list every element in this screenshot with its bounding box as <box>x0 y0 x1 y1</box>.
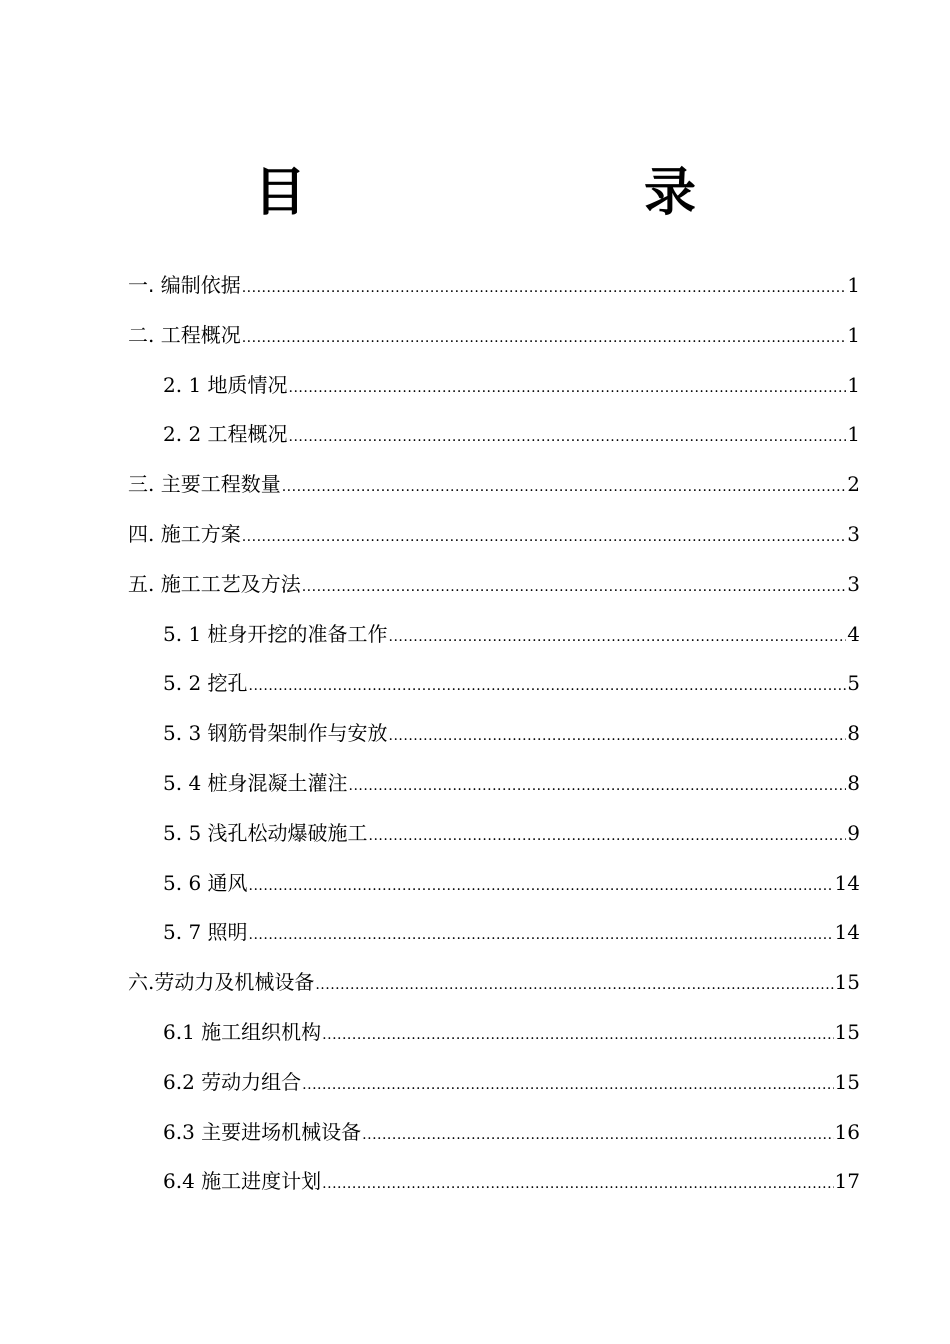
toc-dot-leader <box>322 1160 833 1210</box>
toc-dot-leader <box>242 264 847 314</box>
toc-page-number: 1 <box>847 322 860 347</box>
toc-page-number: 1 <box>847 422 860 447</box>
toc-entry[interactable] <box>128 659 860 709</box>
toc-page-number: 16 <box>834 1119 860 1144</box>
toc-page-number: 14 <box>834 920 860 945</box>
toc-entry-text: 5. 3 钢筋骨架制作与安放 <box>163 721 388 746</box>
toc-page-number: 1 <box>847 372 860 397</box>
toc-page-number: 14 <box>834 870 860 895</box>
toc-entry[interactable] <box>128 1157 860 1207</box>
toc-dot-leader <box>315 961 833 1011</box>
toc-dot-leader <box>282 463 847 513</box>
toc-entry-text: 四. 施工方案 <box>128 521 241 546</box>
toc-entry[interactable] <box>128 311 860 361</box>
toc-entry-text: 2. 2 工程概况 <box>163 422 288 447</box>
toc-dot-leader <box>322 1011 833 1061</box>
toc-entry-text: 5. 7 照明 <box>163 920 248 945</box>
toc-page-number: 15 <box>834 1069 860 1094</box>
toc-page-number: 4 <box>847 621 860 646</box>
toc-entry-text: 5. 5 浅孔松动爆破施工 <box>163 820 368 845</box>
toc-entry-text: 6.4 施工进度计划 <box>163 1169 322 1194</box>
toc-dot-leader <box>369 812 847 862</box>
toc-dot-leader <box>349 762 847 812</box>
toc-entry[interactable] <box>128 410 860 460</box>
toc-entry-text: 6.2 劳动力组合 <box>163 1069 302 1094</box>
toc-page-number: 5 <box>847 671 860 696</box>
toc-dot-leader <box>242 513 847 563</box>
toc-title: 目 录 <box>253 163 774 223</box>
toc-page-number: 8 <box>847 721 860 746</box>
toc-entry[interactable] <box>128 1008 860 1058</box>
toc-dot-leader <box>289 413 847 463</box>
toc-dot-leader <box>249 862 834 912</box>
toc-dot-leader <box>389 613 847 663</box>
toc-page-number: 2 <box>847 472 860 497</box>
toc-entry-text: 三. 主要工程数量 <box>128 472 281 497</box>
toc-entry[interactable] <box>128 560 860 610</box>
toc-entry-text: 5. 1 桩身开挖的准备工作 <box>163 621 388 646</box>
toc-page-number: 15 <box>834 1019 860 1044</box>
toc-entry[interactable] <box>128 261 860 311</box>
toc-page-number: 15 <box>834 970 860 995</box>
toc-entry-text: 6.1 施工组织机构 <box>163 1019 322 1044</box>
toc-page-number: 9 <box>847 820 860 845</box>
toc-entry[interactable] <box>128 809 860 859</box>
toc-entry-text: 五. 施工工艺及方法 <box>128 571 301 596</box>
toc-entry[interactable] <box>128 859 860 909</box>
toc-dot-leader <box>249 911 834 961</box>
toc-dot-leader <box>302 563 847 613</box>
toc-entry-text: 二. 工程概况 <box>128 322 241 347</box>
toc-dot-leader <box>249 662 847 712</box>
toc-entry-text: 2. 1 地质情况 <box>163 372 288 397</box>
toc-entry-text: 一. 编制依据 <box>128 273 241 297</box>
toc-dot-leader <box>302 1061 833 1111</box>
toc-page-number: 8 <box>847 770 860 795</box>
toc-page-number: 17 <box>834 1169 860 1194</box>
toc-entry[interactable] <box>128 460 860 510</box>
toc-entry[interactable] <box>128 958 860 1008</box>
toc-entry[interactable] <box>128 361 860 411</box>
toc-dot-leader <box>389 712 847 762</box>
toc-page-number: 3 <box>847 521 860 546</box>
toc-page-number: 1 <box>847 273 860 297</box>
toc-entry[interactable] <box>128 1058 860 1108</box>
toc-entry-text: 6.3 主要进场机械设备 <box>163 1119 362 1144</box>
toc-entry[interactable] <box>128 759 860 809</box>
toc-entry[interactable] <box>128 510 860 560</box>
toc-entry-text: 六.劳动力及机械设备 <box>128 970 315 995</box>
toc-entry-text: 5. 6 通风 <box>163 870 248 895</box>
toc-dot-leader <box>362 1111 833 1161</box>
table-of-contents <box>128 261 860 1207</box>
toc-entry[interactable] <box>128 709 860 759</box>
toc-page-number: 3 <box>847 571 860 596</box>
toc-dot-leader <box>242 314 847 364</box>
toc-entry[interactable] <box>128 908 860 958</box>
toc-entry-text: 5. 2 挖孔 <box>163 671 248 696</box>
toc-entry[interactable] <box>128 1108 860 1158</box>
toc-entry[interactable] <box>128 610 860 660</box>
toc-entry-text: 5. 4 桩身混凝土灌注 <box>163 770 348 795</box>
toc-dot-leader <box>289 364 847 414</box>
